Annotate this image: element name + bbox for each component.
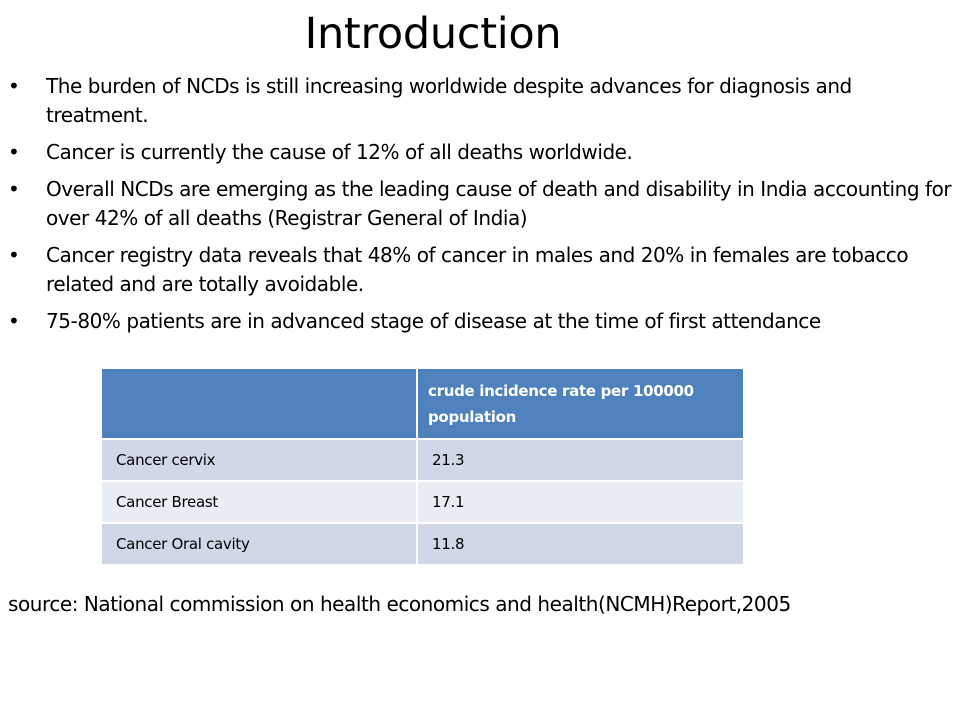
table-row (101, 481, 744, 523)
bullet-dot-icon: • (8, 177, 20, 201)
slide-title: Introduction (304, 9, 562, 59)
bullet-list (8, 72, 952, 344)
table-header-rate: crude incidence rate per 100000 population (417, 368, 744, 439)
bullet-item (8, 175, 952, 233)
bullet-item (8, 241, 952, 299)
bullet-text: Cancer is currently the cause of 12% of all deaths worldwide. (46, 140, 633, 164)
table-cell-cancer-type: Cancer Oral cavity (101, 523, 417, 565)
bullet-dot-icon: • (8, 74, 20, 98)
incidence-table (100, 367, 745, 566)
bullet-text: 75-80% patients are in advanced stage of disease at the time of first attendance (46, 309, 821, 333)
bullet-dot-icon: • (8, 243, 20, 267)
bullet-text: Cancer registry data reveals that 48% of cancer in males and 20% in females are tobacco related and are totally avoidable. (46, 243, 909, 296)
source-citation: source: National commission on health economics and health(NCMH)Report,2005 (8, 592, 791, 616)
table-row (101, 523, 744, 565)
table-row (101, 439, 744, 481)
bullet-dot-icon: • (8, 140, 20, 164)
bullet-item (8, 307, 952, 336)
table-cell-rate: 21.3 (417, 439, 744, 481)
bullet-text: The burden of NCDs is still increasing worldwide despite advances for diagnosis and treatment. (46, 74, 852, 127)
table-cell-cancer-type: Cancer Breast (101, 481, 417, 523)
table-cell-rate: 11.8 (417, 523, 744, 565)
bullet-item (8, 138, 952, 167)
bullet-text: Overall NCDs are emerging as the leading cause of death and disability in India accounting for over 42% of all deaths (Registrar General of India) (46, 177, 952, 230)
bullet-item (8, 72, 952, 130)
bullet-dot-icon: • (8, 309, 20, 333)
table-header-row (101, 368, 744, 439)
table-header-blank (101, 368, 417, 439)
table-cell-cancer-type: Cancer cervix (101, 439, 417, 481)
table-cell-rate: 17.1 (417, 481, 744, 523)
